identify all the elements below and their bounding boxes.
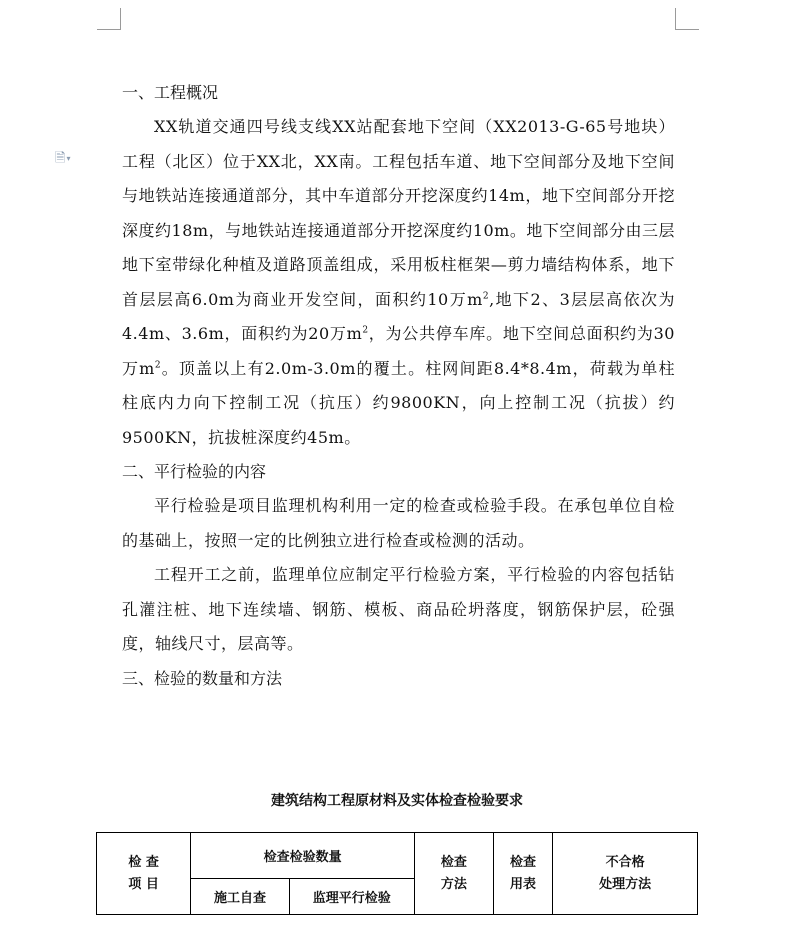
header-form: 检查 用表 [493, 833, 553, 915]
section-1-heading: 一、工程概况 [122, 83, 219, 102]
header-unqualified-handling: 不合格 处理方法 [553, 833, 698, 915]
crop-mark-top-right-h [675, 29, 699, 30]
section-3-heading: 三、检验的数量和方法 [122, 668, 283, 688]
section-2-paragraph-2: 工程开工之前，监理单位应制定平行检验方案，平行检验的内容包括钻孔灌注桩、地下连续墙、钢筋、模板、商品砼坍落度，钢筋保护层，砼强度，轴线尺寸，层高等。 [122, 565, 675, 653]
document-body [122, 76, 675, 696]
header-self-check: 施工自查 [191, 879, 289, 915]
header-quantity: 检查检验数量 [191, 833, 415, 879]
paragraph-options-icon[interactable]: 🗎▾ [55, 151, 71, 166]
section-2-paragraph-1: 平行检验是项目监理机构利用一定的检查或检验手段。在承包单位自检的基础上，按照一定的比例独立进行检查或检测的活动。 [122, 496, 675, 550]
crop-mark-top-right-v [675, 8, 676, 30]
header-method: 检查 方法 [414, 833, 493, 915]
header-parallel-check: 监理平行检验 [289, 879, 414, 915]
header-item: 检 查 项 目 [97, 833, 191, 915]
section-1-paragraph: XX轨道交通四号线支线XX站配套地下空间（XX2013-G-65号地块）工程（北区）位于XX北，XX南。工程包括车道、地下空间部分及地下空间与地铁站连接通道部分，其中车道部分开挖深度约14m，地下空间部分开挖深度约18m，与地铁站连接通道部分开挖深度约10m。地下空间部分由三层地下室带绿化种植及道路顶盖组成，采用板柱框架—剪力墙结构体系，地下首层层高6.0m为商业开发空间，面积约10万$m^2$,地下2、3层层高依次为4.4m、3.6m，面积约为20万$m^2$，为公共停车库。地下空间总面积约为30万$m^2$。顶盖以上有2.0m-3.0m的覆土。柱网间距8.4*8.4m，荷载为单柱柱底内力向下控制工况（抗压）约9800KN，向上控制工况（抗拔）约9500KN，抗拔桩深度约45m。 [122, 117, 675, 447]
crop-mark-top-left-v [120, 8, 121, 30]
table-title: 建筑结构工程原材料及实体检查检验要求 [271, 793, 523, 809]
crop-mark-top-left-h [97, 29, 121, 30]
section-2-heading: 二、平行检验的内容 [122, 462, 267, 481]
inspection-table [96, 832, 698, 915]
